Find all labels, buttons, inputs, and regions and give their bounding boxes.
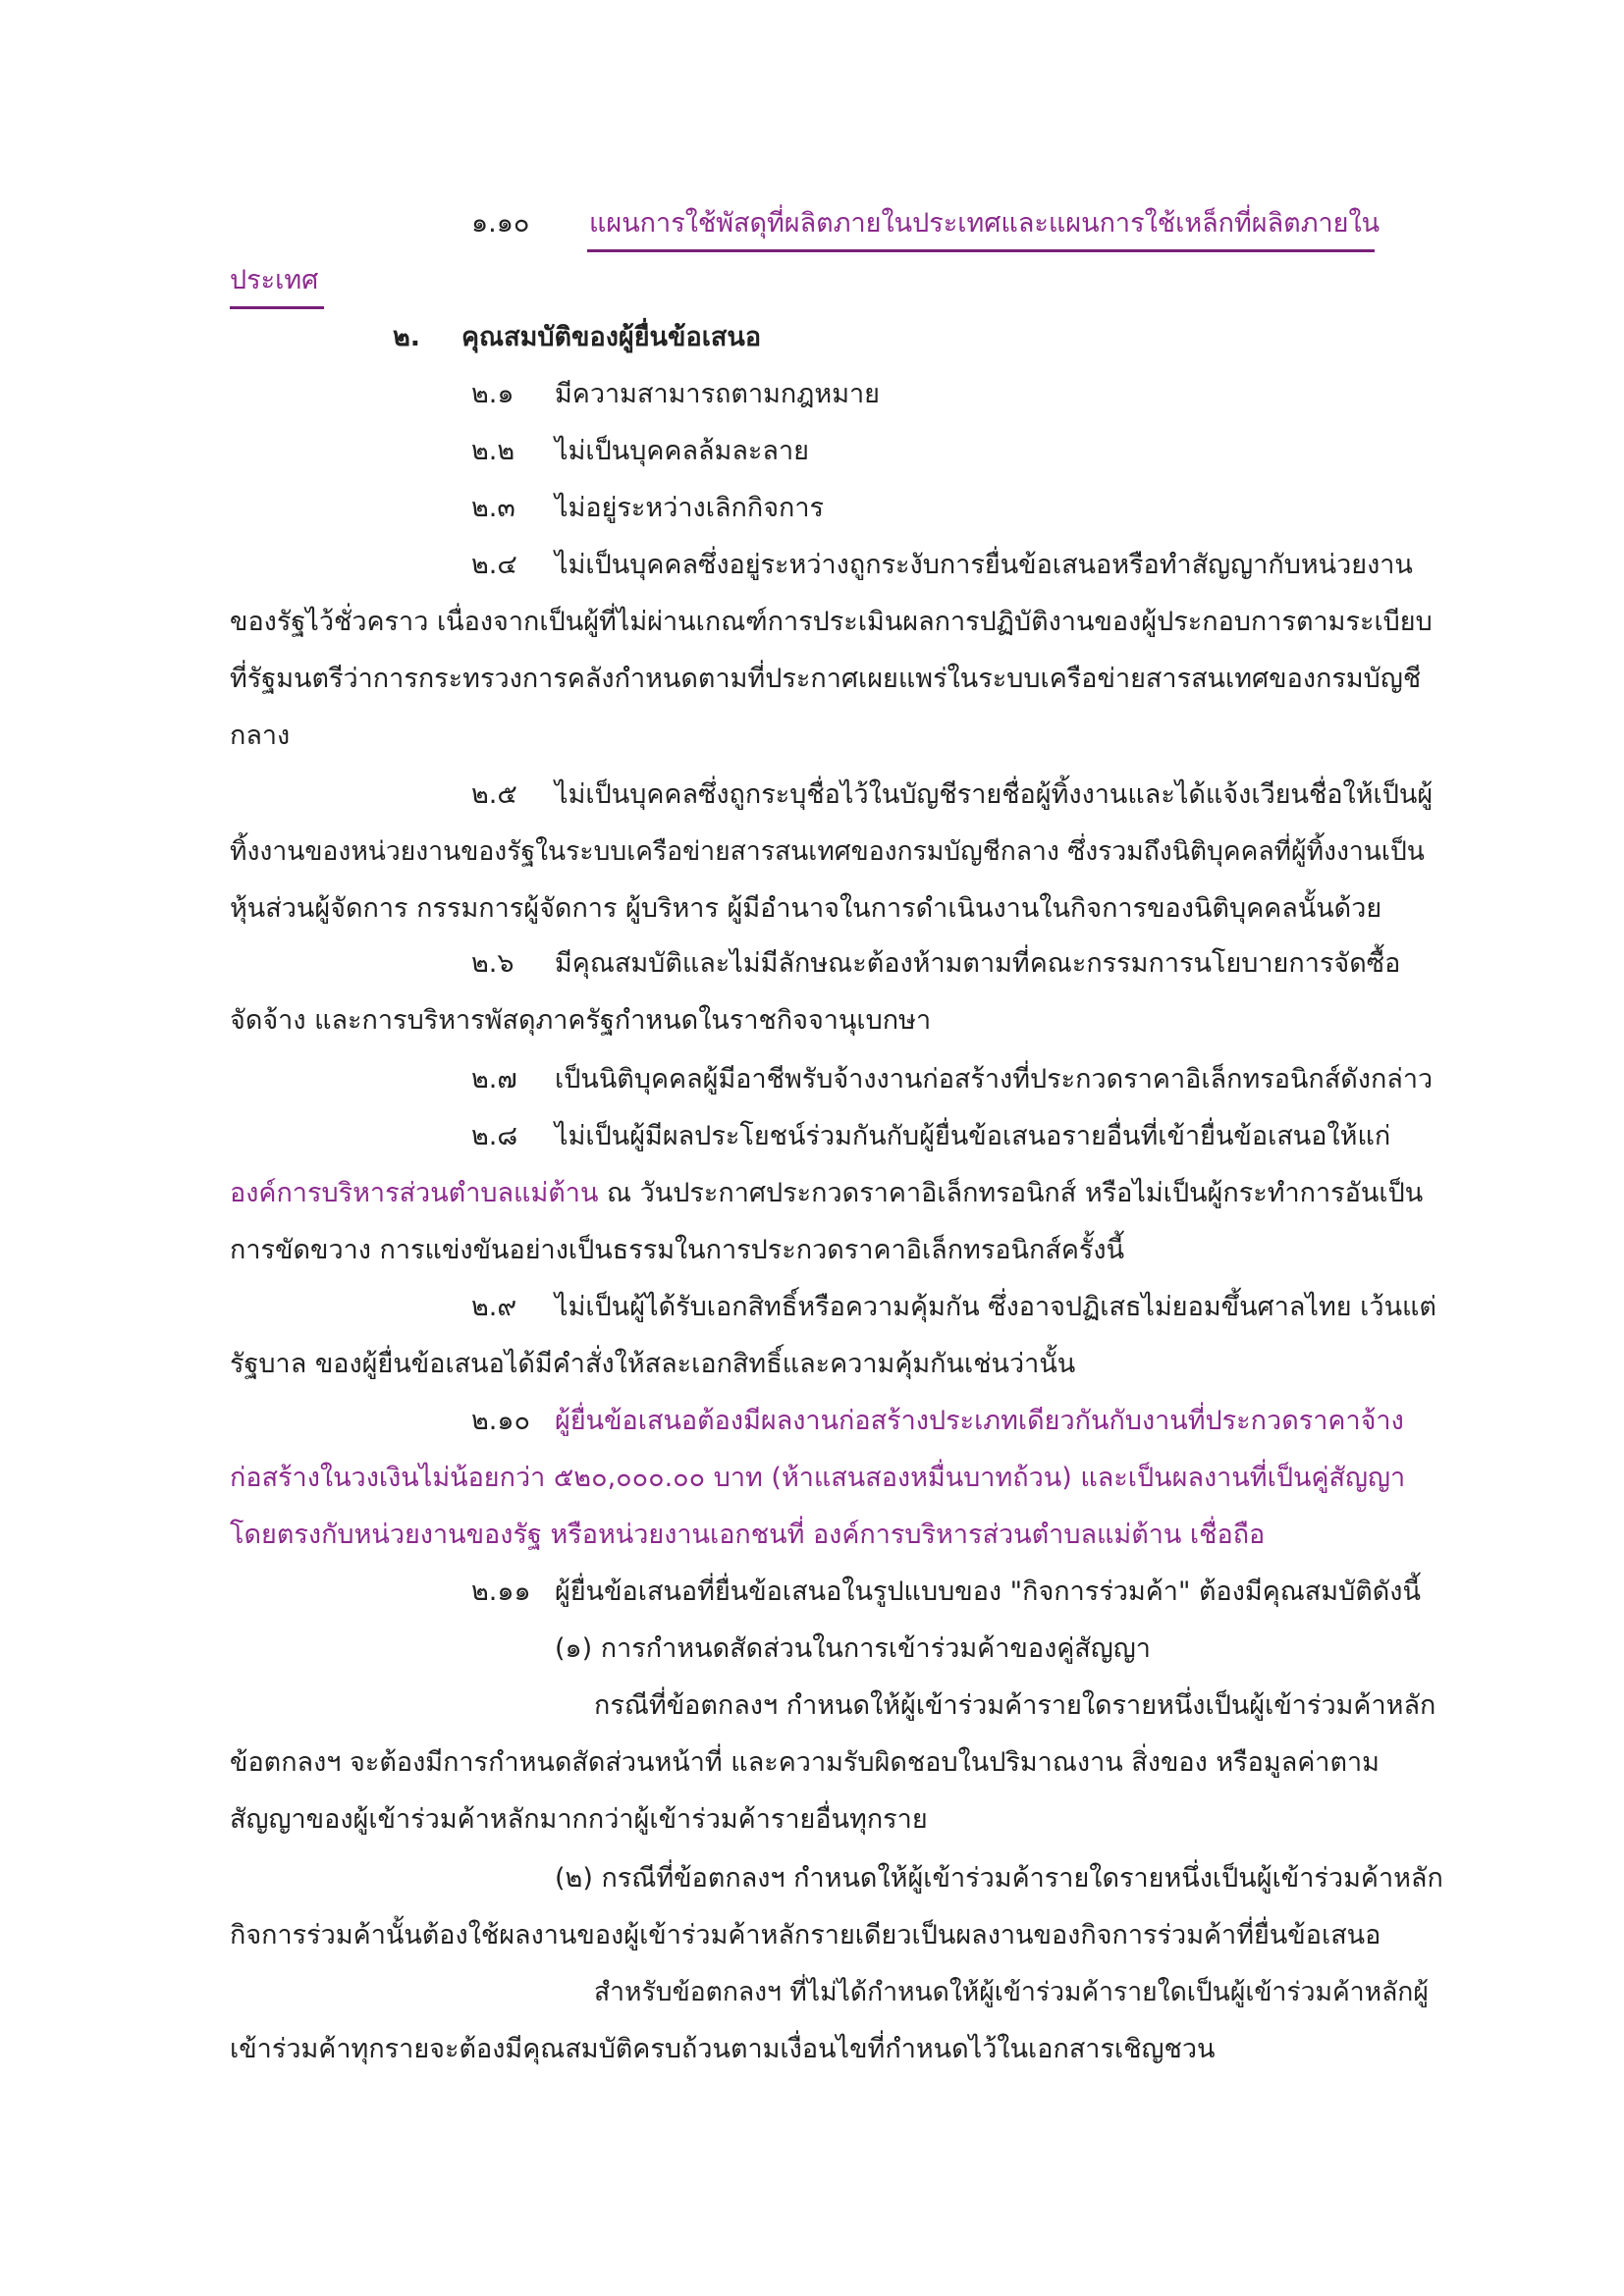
clause-text: ทิ้งงานของหน่วยงานของรัฐในระบบเครือข่ายสารสนเทศของกรมบัญชีกลาง ซึ่งรวมถึงนิติบุคคลที่ผู้ทิ้งงานเป็น bbox=[230, 836, 1425, 867]
sub-clause-text: สำหรับข้อตกลงฯ ที่ไม่ได้กำหนดให้ผู้เข้าร่วมค้ารายใดเป็นผู้เข้าร่วมค้าหลักผู้ bbox=[594, 1977, 1429, 2007]
clause-text: เป็นนิติบุคคลผู้มีอาชีพรับจ้างงานก่อสร้างที่ประกวดราคาอิเล็กทรอนิกส์ดังกล่าว bbox=[555, 1064, 1434, 1095]
clause-number: ๒.๕ bbox=[471, 779, 517, 810]
clause-text: ไม่เป็นผู้มีผลประโยชน์ร่วมกันกับผู้ยื่นข้อเสนอรายอื่นที่เข้ายื่นข้อเสนอให้แก่ bbox=[555, 1121, 1391, 1151]
clause-text: รัฐบาล ของผู้ยื่นข้อเสนอได้มีคำสั่งให้สละเอกสิทธิ์และความคุ้มกันเช่นว่านั้น bbox=[230, 1349, 1076, 1379]
clause-text: กลาง bbox=[230, 721, 291, 751]
clause-text: การขัดขวาง การแข่งขันอย่างเป็นธรรมในการประกวดราคาอิเล็กทรอนิกส์ครั้งนี้ bbox=[230, 1235, 1125, 1265]
clause-number: ๒.๑๐ bbox=[471, 1406, 530, 1436]
clause-text: ไม่อยู่ระหว่างเลิกกิจการ bbox=[555, 493, 825, 523]
sub-clause-text: กรณีที่ข้อตกลงฯ กำหนดให้ผู้เข้าร่วมค้ารายใดรายหนึ่งเป็นผู้เข้าร่วมค้าหลัก bbox=[594, 1690, 1436, 1721]
clause-number: ๒.๔ bbox=[471, 550, 517, 580]
clause-text: ไม่เป็นบุคคลซึ่งถูกระบุชื่อไว้ในบัญชีรายชื่อผู้ทิ้งงานและได้แจ้งเวียนชื่อให้เป็นผู้ bbox=[555, 779, 1434, 810]
clause-number: ๒.๑๑ bbox=[471, 1576, 531, 1607]
item-heading-line1: แผนการใช้พัสดุที่ผลิตภายในประเทศและแผนการใช้เหล็กที่ผลิตภายใน bbox=[589, 208, 1380, 239]
section-title: คุณสมบัติของผู้ยื่นข้อเสนอ bbox=[461, 322, 762, 352]
sub-clause-text: สัญญาของผู้เข้าร่วมค้าหลักมากกว่าผู้เข้าร่วมค้ารายอื่นทุกราย bbox=[230, 1804, 928, 1835]
heading-underline bbox=[230, 306, 324, 309]
clause-text: ที่รัฐมนตรีว่าการกระทรวงการคลังกำหนดตามที่ประกาศเผยแพร่ในระบบเครือข่ายสารสนเทศของกรมบัญชี bbox=[230, 664, 1422, 694]
clause-number: ๒.๖ bbox=[471, 948, 514, 979]
clause-text: หุ้นส่วนผู้จัดการ กรรมการผู้จัดการ ผู้บริหาร ผู้มีอำนาจในการดำเนินงานในกิจการของนิติบุคคลนั้นด้วย bbox=[230, 893, 1382, 924]
clause-number: ๒.๓ bbox=[471, 493, 515, 523]
clause-number: ๒.๑ bbox=[471, 379, 514, 409]
sub-clause-title: (๑) การกำหนดสัดส่วนในการเข้าร่วมค้าของคู่สัญญา bbox=[555, 1633, 1151, 1664]
organization-name: องค์การบริหารส่วนตำบลแม่ต้าน bbox=[230, 1178, 599, 1208]
clause-text: ไม่เป็นบุคคลซึ่งอยู่ระหว่างถูกระงับการยื่นข้อเสนอหรือทำสัญญากับหน่วยงาน bbox=[555, 550, 1413, 580]
clause-number: ๒.๗ bbox=[471, 1064, 517, 1095]
sub-clause-text: ข้อตกลงฯ จะต้องมีการกำหนดสัดส่วนหน้าที่ และความรับผิดชอบในปริมาณงาน สิ่งของ หรือมูลค่าตาม bbox=[230, 1747, 1380, 1778]
clause-text: จัดจ้าง และการบริหารพัสดุภาครัฐกำหนดในราชกิจจานุเบกษา bbox=[230, 1005, 932, 1036]
item-heading-line2: ประเทศ bbox=[230, 265, 319, 295]
clause-text: ผู้ยื่นข้อเสนอที่ยื่นข้อเสนอในรูปแบบของ "กิจการร่วมค้า" ต้องมีคุณสมบัติดังนี้ bbox=[555, 1576, 1421, 1607]
clause-text-highlight: โดยตรงกับหน่วยงานของรัฐ หรือหน่วยงานเอกชนที่ องค์การบริหารส่วนตำบลแม่ต้าน เชื่อถือ bbox=[230, 1520, 1266, 1550]
clause-text: มีความสามารถตามกฎหมาย bbox=[555, 379, 880, 409]
sub-clause-text: กิจการร่วมค้านั้นต้องใช้ผลงานของผู้เข้าร่วมค้าหลักรายเดียวเป็นผลงานของกิจการร่วมค้าที่ยื่นข้อเสนอ bbox=[230, 1920, 1381, 1950]
clause-number: ๒.๒ bbox=[471, 436, 515, 466]
clause-text-highlight: ก่อสร้างในวงเงินไม่น้อยกว่า ๕๒๐,๐๐๐.๐๐ บาท (ห้าแสนสองหมื่นบาทถ้วน) และเป็นผลงานที่เป็นคู่สัญญา bbox=[230, 1463, 1406, 1493]
sub-clause-text: (๒) กรณีที่ข้อตกลงฯ กำหนดให้ผู้เข้าร่วมค้ารายใดรายหนึ่งเป็นผู้เข้าร่วมค้าหลัก bbox=[555, 1863, 1443, 1894]
section-number: ๒. bbox=[393, 322, 421, 352]
sub-clause-text: เข้าร่วมค้าทุกรายจะต้องมีคุณสมบัติครบถ้วนตามเงื่อนไขที่กำหนดไว้ในเอกสารเชิญชวน bbox=[230, 2034, 1216, 2064]
clause-text: ของรัฐไว้ชั่วคราว เนื่องจากเป็นผู้ที่ไม่ผ่านเกณฑ์การประเมินผลการปฏิบัติงานของผู้ประกอบการตามระเบียบ bbox=[230, 607, 1433, 637]
clause-text-rest: ณ วันประกาศประกวดราคาอิเล็กทรอนิกส์ หรือไม่เป็นผู้กระทำการอันเป็น bbox=[598, 1178, 1424, 1208]
clause-text: ไม่เป็นผู้ได้รับเอกสิทธิ์หรือความคุ้มกัน ซึ่งอาจปฏิเสธไม่ยอมขึ้นศาลไทย เว้นแต่ bbox=[555, 1292, 1436, 1322]
clause-text: ไม่เป็นบุคคลล้มละลาย bbox=[555, 436, 809, 466]
heading-underline bbox=[587, 249, 1375, 252]
clause-text-highlight: ผู้ยื่นข้อเสนอต้องมีผลงานก่อสร้างประเภทเดียวกันกับงานที่ประกวดราคาจ้าง bbox=[555, 1406, 1404, 1436]
item-number: ๑.๑๐ bbox=[471, 208, 530, 239]
clause-text: มีคุณสมบัติและไม่มีลักษณะต้องห้ามตามที่คณะกรรมการนโยบายการจัดซื้อ bbox=[555, 948, 1401, 979]
clause-text bbox=[230, 1174, 1423, 1213]
clause-number: ๒.๙ bbox=[471, 1292, 517, 1322]
clause-number: ๒.๘ bbox=[471, 1121, 518, 1151]
